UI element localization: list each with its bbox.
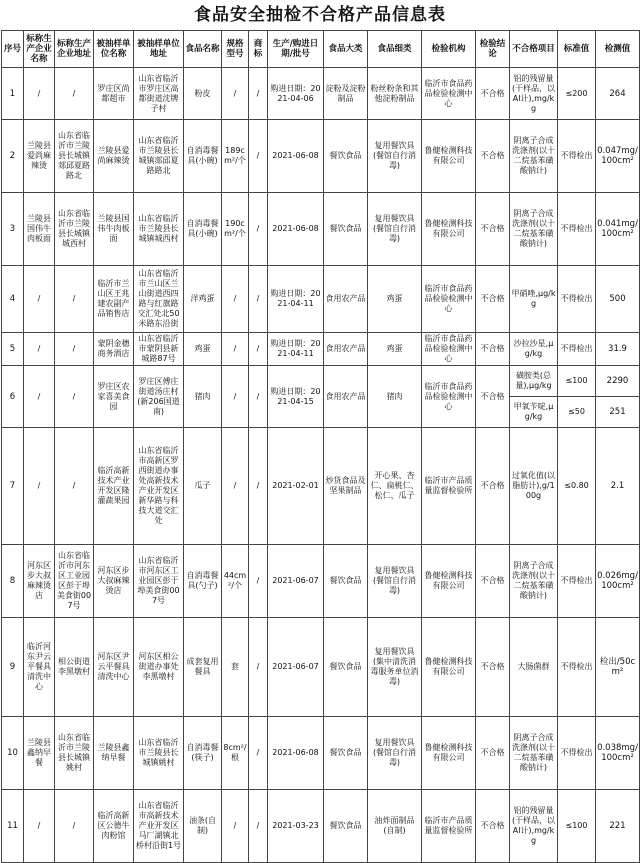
table-cell: 阴离子合成洗涤剂(以十二烷基苯磺酸钠计) — [510, 193, 558, 266]
table-cell: / — [249, 790, 268, 863]
table-cell: / — [24, 366, 55, 428]
table-cell: 2021-02-01 — [268, 428, 324, 545]
table-cell: / — [55, 366, 94, 428]
table-cell: 2.1 — [596, 428, 640, 545]
table-cell: 自消毒餐具(小碗) — [184, 120, 222, 193]
table-cell: 复用餐饮具(集中清洗消毒服务单位消毒) — [368, 618, 422, 717]
table-cell: 购进日期：2021-04-15 — [268, 366, 324, 428]
table-cell: 临沂市兰山区王兆建农副产品销售店 — [94, 266, 134, 333]
table-cell: 临沂高新区公德牛肉粉馆 — [94, 790, 134, 863]
table-cell: 不合格 — [476, 266, 510, 333]
table-cell: 磺胺类(总量),μg/kg — [510, 366, 558, 397]
table-cell: 购进日期：2021-04-11 — [268, 266, 324, 333]
table-cell: 餐饮食品 — [324, 618, 368, 717]
table-cell: 临沂河东尹云平餐具清洗中心 — [24, 618, 55, 717]
table-cell: 临沂市食品药品检验检测中心 — [422, 333, 476, 366]
table-row — [2, 717, 640, 790]
table-cell: 鸡蛋 — [184, 333, 222, 366]
table-cell: 阴离子合成洗涤剂(以十二烷基苯磺酸钠计) — [510, 717, 558, 790]
table-cell: 500 — [596, 266, 640, 333]
table-row — [2, 428, 640, 545]
table-cell: 不合格 — [476, 366, 510, 428]
table-cell: 临沂高新技术产业开发区隆灌蔬果园 — [94, 428, 134, 545]
table-cell: 0.026mg/100cm² — [596, 545, 640, 618]
table-cell: 不得检出 — [558, 193, 596, 266]
table-cell: 不合格 — [476, 545, 510, 618]
table-cell: 8cm²/根 — [222, 717, 249, 790]
table-cell: 阴离子合成洗涤剂(以十二烷基苯磺酸钠计) — [510, 545, 558, 618]
table-cell: 不得检出 — [558, 266, 596, 333]
table-cell: 开心果、杏仁、扁桃仁、松仁、瓜子 — [368, 428, 422, 545]
table-cell: 44cm²/个 — [222, 545, 249, 618]
table-cell: 食用农产品 — [324, 366, 368, 428]
table-cell: / — [222, 266, 249, 333]
table-cell: / — [24, 266, 55, 333]
table-cell: 兰陵县爱尚麻辣烫 — [24, 120, 55, 193]
header-cell: 标准值 — [558, 31, 596, 68]
table-cell: 粉皮 — [184, 68, 222, 120]
table-cell: 2021-06-08 — [268, 193, 324, 266]
table-cell: 山东省临沂市高新技术产业开发区马厂湖镇北桥村沿街1号 — [134, 790, 184, 863]
table-cell: 山东省临沂市河东区工业园区彭于埠美食街007号 — [55, 545, 94, 618]
header-cell: 食品细类 — [368, 31, 422, 68]
table-cell: 6 — [2, 366, 24, 428]
table-cell: / — [249, 333, 268, 366]
table-cell: 相公街道李黑墩村 — [55, 618, 94, 717]
table-cell: 不得检出 — [558, 120, 596, 193]
table-row — [2, 618, 640, 717]
table-cell: 铝的残留量(干样品，以Al计),mg/kg — [510, 68, 558, 120]
table-cell: 山东省临沂市兰陵县长城镇城西村 — [55, 193, 94, 266]
table-cell: 山东省临沂市兰陵县长城镇郯邱夏路路北 — [55, 120, 94, 193]
table-cell: 3 — [2, 193, 24, 266]
header-cell: 检验结论 — [476, 31, 510, 68]
table-cell: 大肠菌群 — [510, 618, 558, 717]
table-row — [2, 68, 640, 120]
table-cell: 2021-06-08 — [268, 717, 324, 790]
table-cell: 251 — [596, 397, 640, 428]
table-cell: 沙拉沙星,μg/kg — [510, 333, 558, 366]
table-row — [2, 193, 640, 266]
table-cell: 餐饮食品 — [324, 545, 368, 618]
table-cell: 临沂市食品药品检验检测中心 — [422, 266, 476, 333]
table-cell: 餐饮食品 — [324, 717, 368, 790]
header-cell: 检验机构 — [422, 31, 476, 68]
table-cell: 9 — [2, 618, 24, 717]
table-cell: / — [55, 68, 94, 120]
header-cell: 食品大类 — [324, 31, 368, 68]
table-cell: / — [249, 717, 268, 790]
table-cell: 鲁健检测科技有限公司 — [422, 618, 476, 717]
table-cell: 5 — [2, 333, 24, 366]
table-cell: ≤100 — [558, 790, 596, 863]
table-cell: / — [24, 790, 55, 863]
table-cell: 罗庄区傅庄街道汤庄村(新206国道南) — [134, 366, 184, 428]
table-cell: 油条(自制) — [184, 790, 222, 863]
table-cell: 鲁健检测科技有限公司 — [422, 545, 476, 618]
table-cell: ≤100 — [558, 366, 596, 397]
table-cell: / — [222, 68, 249, 120]
table-cell: 鸡蛋 — [368, 333, 422, 366]
table-cell: 自消毒餐具(勺子) — [184, 545, 222, 618]
table-cell: / — [24, 68, 55, 120]
table-row — [2, 366, 640, 397]
table-cell: 罗庄区农家喜美食园 — [94, 366, 134, 428]
table-cell: 购进日期：2021-04-11 — [268, 333, 324, 366]
table-cell: 不得检出 — [558, 618, 596, 717]
table-cell: 不合格 — [476, 68, 510, 120]
table-cell: / — [55, 333, 94, 366]
table-cell: 不得检出 — [558, 333, 596, 366]
table-cell: 221 — [596, 790, 640, 863]
table-cell: 264 — [596, 68, 640, 120]
table-cell: / — [249, 618, 268, 717]
table-cell: / — [55, 790, 94, 863]
table-cell: 不合格 — [476, 618, 510, 717]
table-cell: 不合格 — [476, 790, 510, 863]
table-cell: 复用餐饮具(餐馆自行消毒) — [368, 545, 422, 618]
table-cell: / — [222, 333, 249, 366]
header-cell: 序号 — [2, 31, 24, 68]
table-cell: 过氧化值(以脂肪计),g/100g — [510, 428, 558, 545]
table-cell: 自消毒餐具(小碗) — [184, 193, 222, 266]
table-row — [2, 333, 640, 366]
table-cell: ≤50 — [558, 397, 596, 428]
table-cell: 山东省临沂市罗庄区高都街道沈牌子村 — [134, 68, 184, 120]
table-cell: / — [24, 333, 55, 366]
table-row — [2, 266, 640, 333]
table-cell: 0.038mg/100cm² — [596, 717, 640, 790]
table-cell: 鲁健检测科技有限公司 — [422, 717, 476, 790]
table-cell: 2021-06-08 — [268, 120, 324, 193]
table-cell: 鲁健检测科技有限公司 — [422, 120, 476, 193]
table-cell: 河东区步大叔麻辣烫店 — [94, 545, 134, 618]
table-cell: / — [55, 266, 94, 333]
table-cell: 套 — [222, 618, 249, 717]
table-cell: 复用餐饮具(餐馆自行消毒) — [368, 717, 422, 790]
table-cell: 购进日期：2021-04-06 — [268, 68, 324, 120]
table-cell: 自消毒餐(筷子) — [184, 717, 222, 790]
table-cell: 河东区相公街道办事处李黑墩村 — [134, 618, 184, 717]
table-cell: 餐饮食品 — [324, 120, 368, 193]
table-cell: 兰陵县鑫纳早餐 — [24, 717, 55, 790]
header-cell: 被抽样单位地址 — [134, 31, 184, 68]
table-cell: 0.041mg/100cm² — [596, 193, 640, 266]
table-cell: 山东省临沂市高新区罗西街道办事处高新技术产业开发区新华路与科技大道交汇处 — [134, 428, 184, 545]
table-cell: 复用餐饮具(餐馆自行消毒) — [368, 193, 422, 266]
header-cell: 商标 — [249, 31, 268, 68]
table-cell: 粉丝粉条和其他淀粉制品 — [368, 68, 422, 120]
table-cell: 2 — [2, 120, 24, 193]
table-row — [2, 545, 640, 618]
table-cell: ≤200 — [558, 68, 596, 120]
table-cell: 兰陵县国伟牛肉板面 — [94, 193, 134, 266]
table-cell: 不合格 — [476, 193, 510, 266]
table-cell: 不得检出 — [558, 545, 596, 618]
table-cell: 山东省临沂市兰陵县长城镇姚村 — [55, 717, 94, 790]
table-cell: / — [249, 120, 268, 193]
table-cell: 猪肉 — [184, 366, 222, 428]
header-row — [2, 31, 640, 68]
table-cell: 阴离子合成洗涤剂(以十二烷基苯磺酸钠计) — [510, 120, 558, 193]
table-cell: 山东省临沂市河东区工业园区彭于埠美食街007号 — [134, 545, 184, 618]
table-cell: 成套复用餐具 — [184, 618, 222, 717]
table-cell: 猪肉 — [368, 366, 422, 428]
table-cell: 兰陵县国伟牛肉板面 — [24, 193, 55, 266]
table-row — [2, 120, 640, 193]
table-cell: ≤0.80 — [558, 428, 596, 545]
table-cell: 7 — [2, 428, 24, 545]
table-cell: / — [249, 428, 268, 545]
table-row — [2, 790, 640, 863]
table-cell: 洋鸡蛋 — [184, 266, 222, 333]
header-cell: 食品名称 — [184, 31, 222, 68]
table-cell: / — [222, 790, 249, 863]
table-cell: 1 — [2, 68, 24, 120]
table-cell: 10 — [2, 717, 24, 790]
table-cell: 检出/50cm² — [596, 618, 640, 717]
table-cell: 炒货食品及坚果制品 — [324, 428, 368, 545]
table-cell: 4 — [2, 266, 24, 333]
table-cell: 油炸面制品(自制) — [368, 790, 422, 863]
table-cell: / — [249, 545, 268, 618]
table-cell: 0.047mg/100cm² — [596, 120, 640, 193]
page-title: 食品安全抽检不合格产品信息表 — [194, 5, 446, 25]
table-cell: 临沂市产品质量监督检验所 — [422, 790, 476, 863]
table-cell: 2021-06-07 — [268, 618, 324, 717]
table-cell: 餐饮食品 — [324, 790, 368, 863]
table-cell: 2021-03-23 — [268, 790, 324, 863]
table-cell: 临沂市食品药品检验检测中心 — [422, 68, 476, 120]
table-cell: 山东省临沂市兰陵县长城镇郯邱夏路路北 — [134, 120, 184, 193]
table-cell: 山东省临沂市兰陵县长城镇姚村 — [134, 717, 184, 790]
table-cell: 兰陵县爱尚麻辣烫 — [94, 120, 134, 193]
table-cell: 食用农产品 — [324, 266, 368, 333]
table-cell: 甲硝唑,μg/kg — [510, 266, 558, 333]
table-cell: 淀粉及淀粉制品 — [324, 68, 368, 120]
table-cell: / — [249, 193, 268, 266]
header-cell: 标称生产企业地址 — [55, 31, 94, 68]
table-cell: 189cm²/个 — [222, 120, 249, 193]
table-cell: 兰陵县鑫纳早餐 — [94, 717, 134, 790]
table-cell: 11 — [2, 790, 24, 863]
table-cell: / — [249, 266, 268, 333]
table-cell: / — [222, 366, 249, 428]
table-cell: 2290 — [596, 366, 640, 397]
header-cell: 不合格项目 — [510, 31, 558, 68]
table-cell: 山东省临沂市兰陵县长城镇城西村 — [134, 193, 184, 266]
table-cell: 8 — [2, 545, 24, 618]
table-cell: 190cm²/个 — [222, 193, 249, 266]
header-cell: 规格型号 — [222, 31, 249, 68]
table-cell: / — [222, 428, 249, 545]
table-cell: 不合格 — [476, 120, 510, 193]
header-cell: 生产/购进日期/批号 — [268, 31, 324, 68]
header-cell: 标称生产企业名称 — [24, 31, 55, 68]
table-cell: 不合格 — [476, 717, 510, 790]
header-cell: 被抽样单位名称 — [94, 31, 134, 68]
table-cell: 河东区尹云平餐具清洗中心 — [94, 618, 134, 717]
table-cell: 餐饮食品 — [324, 193, 368, 266]
table-cell: 山东省临沂市蒙阴县新城路87号 — [134, 333, 184, 366]
header-cell: 检测值 — [596, 31, 640, 68]
table-cell: / — [249, 366, 268, 428]
table-cell: 临沂市食品药品检验检测中心 — [422, 366, 476, 428]
table-cell: 2021-06-07 — [268, 545, 324, 618]
table-cell: 不合格 — [476, 333, 510, 366]
inspection-table — [1, 30, 640, 863]
table-cell: 甲氧苄啶,μg/kg — [510, 397, 558, 428]
table-cell: 不合格 — [476, 428, 510, 545]
table-cell: / — [24, 428, 55, 545]
table-cell: / — [249, 68, 268, 120]
table-cell: 蒙阴金穗商务酒店 — [94, 333, 134, 366]
table-cell: 食用农产品 — [324, 333, 368, 366]
table-cell: 铝的残留量(干样品，以Al计),mg/kg — [510, 790, 558, 863]
table-cell: 不得检出 — [558, 717, 596, 790]
table-cell: 临沂市产品质量监督检验所 — [422, 428, 476, 545]
table-cell: 瓜子 — [184, 428, 222, 545]
table-cell: 复用餐饮具(餐馆自行消毒) — [368, 120, 422, 193]
table-cell: 河东区步大叔麻辣烫店 — [24, 545, 55, 618]
table-cell: 罗庄区尚都超市 — [94, 68, 134, 120]
table-cell: 山东省临沂市兰山区兰山街道西四路与红旗路交汇处北50米路东沿街 — [134, 266, 184, 333]
table-cell: 鲁健检测科技有限公司 — [422, 193, 476, 266]
table-cell: 鸡蛋 — [368, 266, 422, 333]
table-cell: 31.9 — [596, 333, 640, 366]
table-cell: / — [55, 428, 94, 545]
